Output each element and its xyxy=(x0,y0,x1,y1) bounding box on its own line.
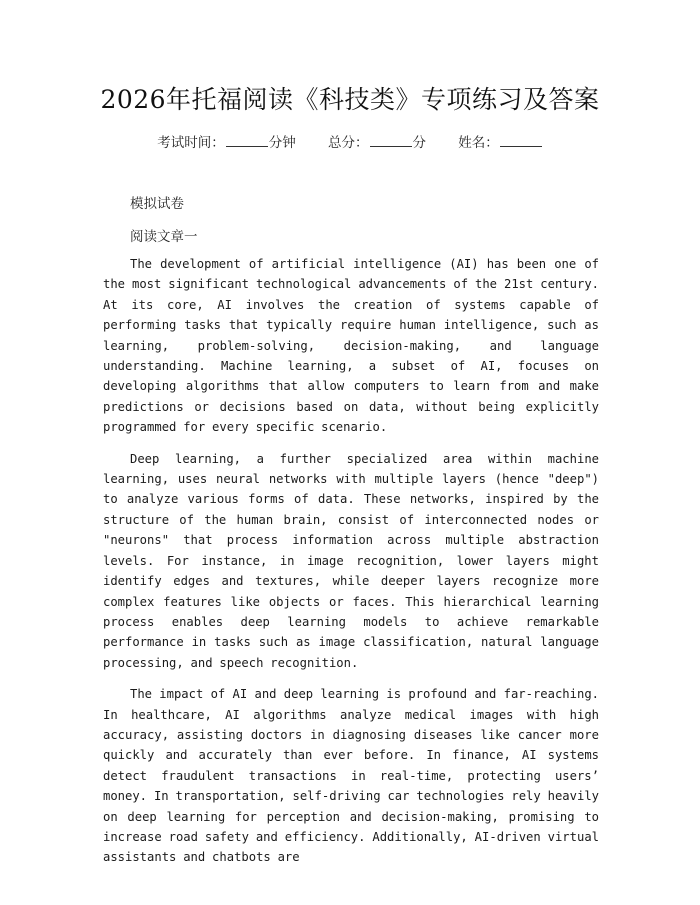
name-blank[interactable] xyxy=(500,134,542,147)
article-paragraph-2: Deep learning, a further specialized area within machine learning, uses neural networks with multiple layers (hence "deep") to analyze various forms of data. These networks, inspired by the structure of the human brain, consist of interconnected nodes or "neurons" that process information across multiple abstraction levels. For instance, in image recognition, lower layers might identify edges and textures, while deeper layers recognize more complex features like objects or faces. This hierarchical learning process enables deep learning models to achieve remarkable performance in tasks such as image classification, natural language processing, and speech recognition. xyxy=(103,451,599,670)
total-score-field xyxy=(328,131,426,151)
exam-info-line xyxy=(0,131,700,151)
article-paragraph-1: The development of artificial intelligence (AI) has been one of the most significant technological advancements of the 21st century. At its core, AI involves the creation of systems capable of performing tasks that typically require human intelligence, such as learning, problem-solving, decision-making, and language understanding. Machine learning, a subset of AI, focuses on developing algorithms that allow computers to learn from and make predictions or decisions based on data, without being explicitly programmed for every specific scenario. xyxy=(103,257,599,435)
total-score-label: 总分： xyxy=(328,135,369,151)
article-paragraph-3: The impact of AI and deep learning is profound and far-reaching. In healthcare, AI algorithms analyze medical images with high accuracy, assisting doctors in diagnosing diseases like cancer more quickly and accurately than ever before. In finance, AI systems detect fraudulent transactions in real-time, protecting users’ money. In transportation, self-driving car technologies rely heavily on deep learning for perception and decision-making, promising to increase road safety and efficiency. Additionally, AI-driven virtual assistants and chatbots are xyxy=(103,687,599,865)
article-heading: 阅读文章一 xyxy=(130,229,198,245)
total-score-unit: 分 xyxy=(412,135,426,151)
exam-time-field xyxy=(157,131,296,151)
exam-time-blank[interactable] xyxy=(226,134,268,147)
exam-time-label: 考试时间： xyxy=(157,135,225,151)
article-body xyxy=(103,254,599,879)
exam-time-unit: 分钟 xyxy=(268,135,296,151)
name-field xyxy=(458,131,543,151)
total-score-blank[interactable] xyxy=(370,134,412,147)
section-heading: 模拟试卷 xyxy=(130,196,184,212)
name-label: 姓名： xyxy=(458,135,499,151)
document-title: 2026年托福阅读《科技类》专项练习及答案 xyxy=(100,85,600,114)
